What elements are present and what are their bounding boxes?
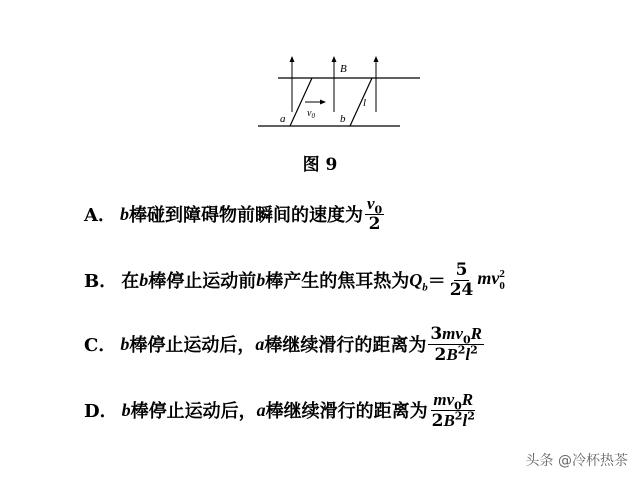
option-c-text2: 棒继续滑行的距离为 bbox=[264, 335, 427, 356]
option-c-var2: a bbox=[255, 333, 265, 354]
option-b-Q: $Q_b$ bbox=[409, 269, 428, 294]
field-arrow-1 bbox=[290, 56, 295, 112]
option-c-fraction: $\frac{3mv_0R}{2B^2l^2}$ bbox=[430, 323, 482, 365]
velocity-arrow bbox=[305, 100, 326, 105]
option-a-var: b bbox=[119, 203, 129, 224]
option-b-fraction: $\frac{5}{24}$ bbox=[449, 259, 474, 300]
option-c-text1: 棒停止运动后， bbox=[129, 335, 256, 356]
field-arrow-2 bbox=[332, 56, 337, 112]
rod-b bbox=[350, 78, 372, 126]
label-b: b bbox=[340, 113, 346, 125]
circuit-figure bbox=[250, 50, 430, 146]
option-d-text2: 棒继续滑行的距离为 bbox=[265, 401, 428, 422]
option-b-mv: mv 2 0 bbox=[477, 267, 505, 292]
label-v0: $v_0$ bbox=[307, 108, 315, 120]
option-b-text3: 棒产生的焦耳热为 bbox=[265, 271, 410, 292]
option-a-text: 棒碰到障碍物前瞬间的速度为 bbox=[128, 205, 363, 226]
option-a[interactable] bbox=[84, 192, 386, 236]
field-arrow-3 bbox=[374, 56, 379, 112]
option-c-var: b bbox=[120, 333, 130, 354]
option-b-var2: b bbox=[256, 269, 266, 290]
option-b-label: B． bbox=[84, 271, 118, 292]
option-b-eq: ＝ bbox=[427, 271, 446, 292]
option-d[interactable] bbox=[84, 388, 479, 432]
option-d-label: D． bbox=[84, 401, 118, 422]
watermark: 头条 @冷杯热茶 bbox=[525, 453, 628, 469]
label-B: B bbox=[340, 63, 347, 75]
option-b-text2: 棒停止运动前 bbox=[148, 271, 257, 292]
figure-caption: 图 9 bbox=[302, 155, 338, 175]
option-a-fraction: $\frac{v_0}{2}$ bbox=[366, 194, 383, 234]
option-c[interactable] bbox=[84, 322, 486, 366]
label-a: a bbox=[280, 113, 286, 125]
option-d-fraction: $\frac{mv_0R}{2B^2l^2}$ bbox=[431, 389, 475, 431]
label-l: l bbox=[363, 97, 367, 109]
option-d-var: b bbox=[121, 399, 131, 420]
option-a-label: A． bbox=[84, 205, 116, 226]
option-b[interactable] bbox=[84, 258, 505, 302]
option-d-text1: 棒停止运动后， bbox=[130, 401, 257, 422]
option-b-var: b bbox=[139, 269, 149, 290]
option-d-var2: a bbox=[256, 399, 266, 420]
option-c-label: C． bbox=[84, 335, 117, 356]
option-b-text1: 在 bbox=[121, 271, 140, 292]
